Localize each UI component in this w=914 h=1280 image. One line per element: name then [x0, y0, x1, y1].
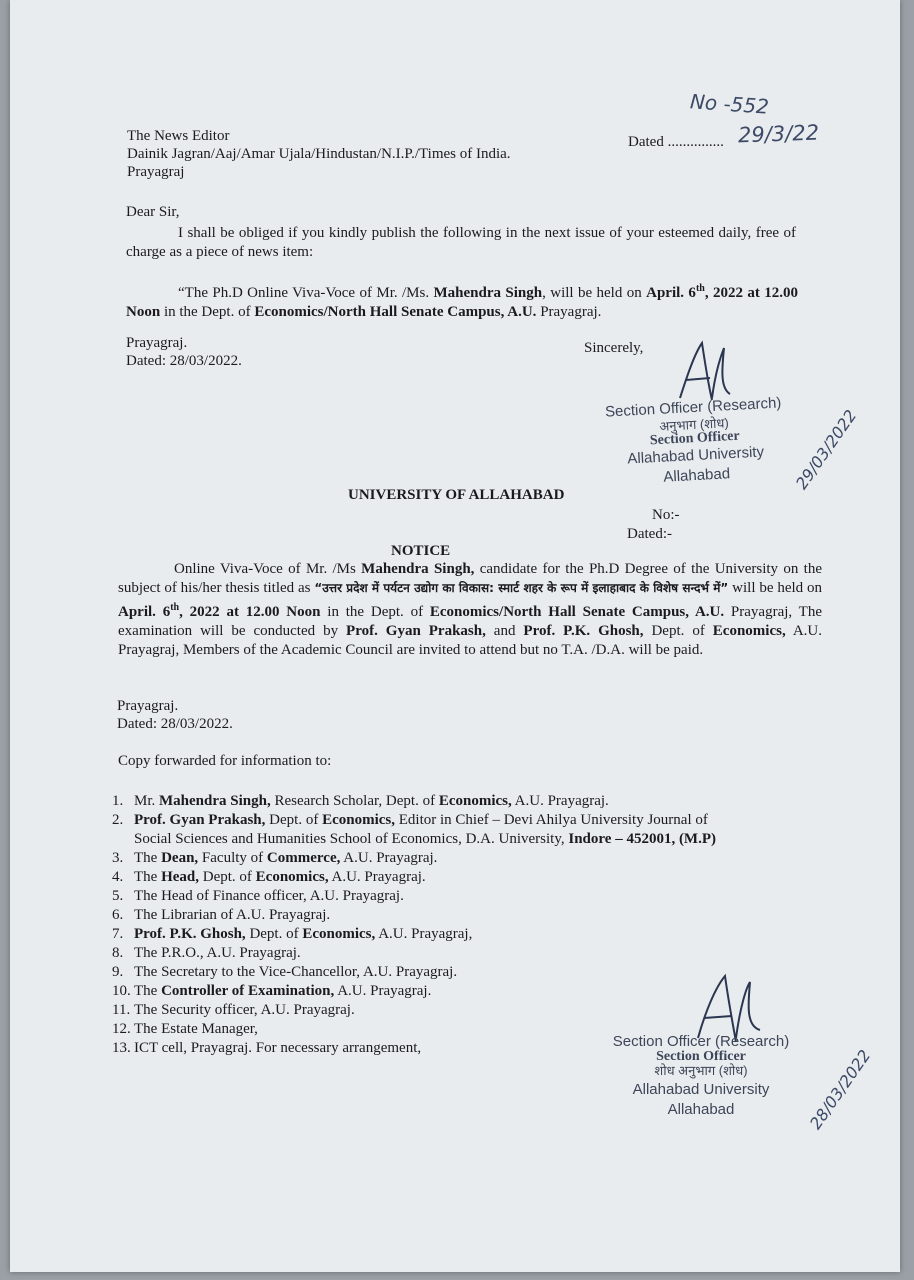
bold-text: Head,: [161, 869, 199, 885]
notice-text: Dept. of: [643, 623, 713, 639]
list-number: 3.: [112, 850, 124, 866]
list-number: 10.: [112, 983, 131, 999]
list-number: 8.: [112, 945, 124, 961]
dated-field: [628, 133, 724, 151]
list-text: The Estate Manager,: [134, 1021, 258, 1037]
department: Economics,: [712, 623, 786, 639]
list-text: A.U. Prayagraj.: [334, 983, 432, 999]
copy-list-item: [112, 944, 812, 963]
notice-text: Online Viva-Voce of Mr. /Ms: [174, 561, 362, 577]
list-text: The: [134, 850, 162, 866]
stamp-title: Section Officer (Research): [604, 394, 782, 421]
stamp-city: Allahabad: [662, 465, 731, 486]
list-text: The P.R.O., A.U. Prayagraj.: [134, 945, 301, 961]
list-text: A.U. Prayagraj,: [375, 926, 473, 942]
copy-list-item: [112, 887, 812, 906]
document-page: [10, 0, 900, 1272]
quote-text: , will be held on: [542, 285, 647, 301]
bold-text: Economics,: [255, 869, 329, 885]
salutation: Dear Sir,: [126, 204, 180, 220]
bold-text: Controller of Examination,: [161, 983, 335, 999]
list-number: 2.: [112, 812, 124, 828]
list-continuation: [112, 830, 812, 849]
list-number: 9.: [112, 964, 124, 980]
notice-text: A.U. Prayagraj, Members of the Academic Council are invited to attend but no T.A. /D.A. will be paid.: [118, 623, 822, 658]
viva-time: at 12.00 Noon: [126, 285, 799, 320]
list-number: 7.: [112, 926, 124, 942]
copy-list-item: [112, 811, 812, 849]
handwritten-number: No -552: [689, 89, 770, 119]
copy-list-item: [112, 925, 812, 944]
bold-text: Economics,: [302, 926, 376, 942]
addressee-line: Prayagraj: [127, 164, 185, 180]
stamp-hindi: शोध अनुभाग (शोध): [654, 1063, 748, 1078]
list-text: The: [134, 869, 162, 885]
notice-text: candidate for the Ph.D Degree of the University on the subject of his/her thesis titled as: [118, 561, 822, 596]
notice-text: Prayagraj, The examination will be conducted by: [118, 604, 823, 639]
list-text: Dept. of: [199, 869, 256, 885]
stamp-hindi: अनुभाग (शोध): [659, 415, 730, 434]
section-officer-stamp: [588, 393, 802, 492]
stamp-officer: Section Officer: [656, 1049, 746, 1064]
examiner-2: Prof. P.K. Ghosh,: [523, 623, 644, 639]
candidate-name: Mahendra Singh,: [361, 561, 475, 577]
list-text: The: [134, 983, 162, 999]
sincerely-label: Sincerely,: [584, 340, 644, 356]
list-text: Social Sciences and Humanities School of Economics, D.A. University,: [134, 831, 569, 847]
thesis-title: “उत्तर प्रदेश में पर्यटन उद्योग का विकास: स्मार्ट शहर के रूप में इलाहाबाद के विशेष सन्दर्भ में”: [314, 581, 729, 595]
news-item-quote: [126, 279, 798, 322]
letter-place-date: [126, 334, 242, 370]
notice-text: will be held on: [728, 580, 822, 596]
bold-text: Indore – 452001, (M.P): [568, 831, 717, 847]
stamp-1-initial-date: 29/03/2022: [791, 406, 861, 493]
quote-text: Prayagraj.: [536, 304, 602, 320]
letter-body: I shall be obliged if you kindly publish the following in the next issue of your esteemed daily, free of charge as a piece of news item:: [126, 225, 796, 260]
dated-label: Dated ...............: [628, 134, 724, 150]
handwritten-date: 29/3/22: [737, 120, 820, 148]
list-number: 5.: [112, 888, 124, 904]
list-number: 1.: [112, 793, 124, 809]
list-number: 12.: [112, 1021, 131, 1037]
university-heading: UNIVERSITY OF ALLAHABAD: [348, 487, 565, 503]
list-text: The Head of Finance officer, A.U. Prayagraj.: [134, 888, 404, 904]
bold-text: Economics,: [438, 793, 512, 809]
list-text: A.U. Prayagraj.: [511, 793, 609, 809]
viva-date: April. 6: [118, 604, 171, 620]
bold-text: Prof. Gyan Prakash,: [134, 812, 266, 828]
notice-no: No:-: [652, 507, 680, 523]
copy-list-item: [112, 906, 812, 925]
letter-place: Prayagraj.: [126, 335, 188, 351]
date-suffix: th: [695, 283, 705, 294]
notice-place-date: [117, 697, 233, 733]
list-text: Mr.: [134, 793, 160, 809]
list-text: The Secretary to the Vice-Chancellor, A.U. Prayagraj.: [134, 964, 458, 980]
list-text: The Librarian of A.U. Prayagraj.: [134, 907, 331, 923]
stamp-university: Allahabad University: [626, 443, 765, 468]
list-text: The Security officer, A.U. Prayagraj.: [134, 1002, 355, 1018]
list-number: 13.: [112, 1040, 131, 1056]
bold-text: Prof. P.K. Ghosh,: [134, 926, 246, 942]
examiner-1: Prof. Gyan Prakash,: [346, 623, 486, 639]
notice-heading: NOTICE: [391, 543, 451, 559]
list-text: Research Scholar, Dept. of: [270, 793, 439, 809]
stamp-title: Section Officer (Research): [612, 1033, 790, 1050]
viva-place: Economics/North Hall Senate Campus, A.U.: [254, 304, 537, 320]
copy-forwarded-label: Copy forwarded for information to:: [118, 753, 332, 769]
list-text: Editor in Chief – Devi Ahilya University Journal of: [394, 812, 708, 828]
stamp-university: Allahabad University: [632, 1081, 770, 1098]
quote-text: in the Dept. of: [160, 304, 255, 320]
viva-time: , 2022 at 12.00 Noon: [179, 604, 321, 620]
candidate-name: Mahendra Singh: [433, 285, 543, 301]
list-number: 11.: [112, 1002, 131, 1018]
notice-dated-line: Dated: 28/03/2022.: [117, 716, 233, 732]
addressee-block: [127, 127, 511, 181]
list-text: A.U. Prayagraj.: [340, 850, 438, 866]
bold-text: Dean,: [161, 850, 199, 866]
addressee-line: The News Editor: [127, 128, 230, 144]
viva-date: April. 6: [646, 285, 696, 301]
bold-text: Economics,: [322, 812, 395, 828]
list-text: Dept. of: [245, 926, 303, 942]
bold-text: Mahendra Singh,: [159, 793, 271, 809]
notice-body: [118, 560, 822, 660]
bold-text: Commerce,: [266, 850, 341, 866]
letter-dated: Dated: 28/03/2022.: [126, 353, 242, 369]
list-text: A.U. Prayagraj.: [328, 869, 426, 885]
section-officer-stamp-2: [596, 1032, 806, 1120]
stamp-city: Allahabad: [667, 1101, 735, 1118]
list-number: 6.: [112, 907, 124, 923]
list-number: 4.: [112, 869, 124, 885]
addressee-line: Dainik Jagran/Aaj/Amar Ujala/Hindustan/N.I.P./Times of India.: [127, 146, 511, 162]
list-text: Dept. of: [265, 812, 323, 828]
notice-place: Prayagraj.: [117, 698, 179, 714]
stamp-2-initial-date: 28/03/2022: [805, 1046, 875, 1133]
copy-list-item: [112, 792, 812, 811]
copy-list-item: [112, 849, 812, 868]
stamp-officer: Section Officer: [649, 428, 741, 449]
notice-text: in the Dept. of: [320, 604, 430, 620]
viva-place: Economics/North Hall Senate Campus, A.U.: [429, 604, 725, 620]
copy-list-item: [112, 868, 812, 887]
list-text: ICT cell, Prayagraj. For necessary arrangement,: [134, 1040, 422, 1056]
notice-dated: Dated:-: [627, 526, 672, 542]
date-suffix: th: [170, 602, 180, 613]
notice-text: and: [485, 623, 524, 639]
viva-year: , 2022: [704, 285, 743, 301]
list-text: Faculty of: [198, 850, 267, 866]
quote-text: “The Ph.D Online Viva-Voce of Mr. /Ms.: [178, 285, 434, 301]
